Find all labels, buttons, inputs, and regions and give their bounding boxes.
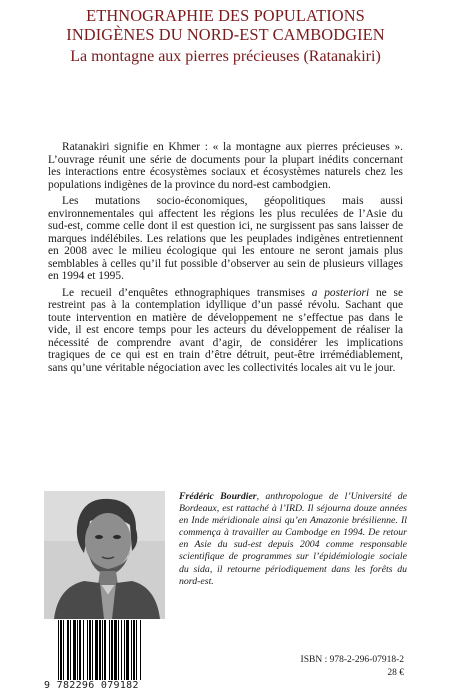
barcode-bar [140, 620, 141, 680]
barcode-bar [95, 620, 98, 680]
barcode-bar [60, 620, 62, 680]
blurb-paragraph-3 [48, 287, 403, 375]
barcode-bar [109, 620, 110, 680]
blurb-paragraph-2: Les mutations socio-économiques, géopolitiques mais aussi environnementales qui affectent les régions les plus reculées de l’Asie du sud-est, comme celle dont il est question ici, ne surgissent pas sans laisser de marques indélébiles. Les relations que les peuplades indigènes entretiennent en 2008 avec le milieu écologique qui les entoure ne seront jamais plus semblables à celles qu’il fut possible d’observer au sein de plusieurs villages en 1994 et 1995. [48, 195, 403, 282]
title-line-1: ETHNOGRAPHIE DES POPULATIONS [86, 6, 365, 25]
blurb-paragraph-3-start: Le recueil d’enquêtes ethnographiques transmises [62, 286, 312, 299]
barcode-bar [58, 620, 59, 680]
book-title [0, 6, 451, 44]
barcode-bar [83, 620, 84, 680]
price: 28 € [387, 668, 404, 678]
blurb-paragraph-3-italic: a posteriori [311, 286, 370, 299]
barcode-bar [118, 620, 119, 680]
barcode-bar [104, 620, 106, 680]
barcode-bar [133, 620, 135, 680]
barcode-bar [124, 620, 125, 680]
barcode-bar [111, 620, 113, 680]
isbn-number: ISBN : 978-2-296-07918-2 [300, 655, 404, 665]
barcode-bar [121, 620, 122, 680]
barcode-bar [70, 620, 71, 680]
title-line-2: INDIGÈNES DU NORD-EST CAMBODGIEN [66, 25, 385, 44]
barcode-bar [131, 620, 132, 680]
blurb-text [48, 141, 403, 378]
author-bio [179, 491, 407, 588]
barcode-bar [89, 620, 91, 680]
author-name: Frédéric Bourdier [179, 491, 257, 502]
barcode-bar [73, 620, 76, 680]
isbn-price-block [301, 654, 404, 680]
barcode-digits: 9 782296 079182 [44, 680, 139, 691]
blurb-paragraph-1: Ratanakiri signifie en Khmer : « la montagne aux pierres précieuses ». L’ouvrage réunit une série de documents pour la plupart inédits concernant les interactions entre écosystèmes sociaux et écosystèmes naturels chez les populations indigènes de la province du nord-est cambodgien. [48, 141, 403, 191]
barcode-bar [77, 620, 78, 680]
barcode-bar [102, 620, 103, 680]
barcode-bar [67, 620, 69, 680]
barcode-bar [114, 620, 117, 680]
barcode-bar [99, 620, 101, 680]
barcode-bar [87, 620, 88, 680]
author-photo [44, 491, 165, 619]
isbn-barcode [44, 620, 172, 694]
barcode-bar [63, 620, 64, 680]
barcode-bar [92, 620, 93, 680]
barcode-bar [126, 620, 129, 680]
barcode-bar [79, 620, 81, 680]
blurb-paragraph-3-end: ne se restreint pas à la contemplation idyllique d’un passé révolu. Sachant que toute intervention en matière de développement ne s’effectue pas dans le vide, il est encore temps pour les acteurs du développement de réaliser la nécessité de comprendre avant d’agir, de considérer les implications tragiques de ce qui est en train d’être détruit, peut-être irrémédiablement, sans qu’une véritable négociation avec les collectivités locales ait vu le jour. [48, 286, 403, 374]
barcode-lines [58, 620, 170, 680]
barcode-bar [136, 620, 137, 680]
author-bio-text: , anthropologue de l’Université de Bordeaux, est rattaché à l’IRD. Il séjourna douze années en Inde méridionale ainsi qu’en Amazonie brésilienne. Il commença à travailler au Cambodge en 1994. De retour en Asie du sud-est depuis 2004 comme responsable scientifique de programmes sur l’épidémiologie sociale du sida, il retourne périodiquement dans les forêts du nord-est. [179, 491, 407, 587]
book-subtitle: La montagne aux pierres précieuses (Ratanakiri) [70, 48, 381, 65]
